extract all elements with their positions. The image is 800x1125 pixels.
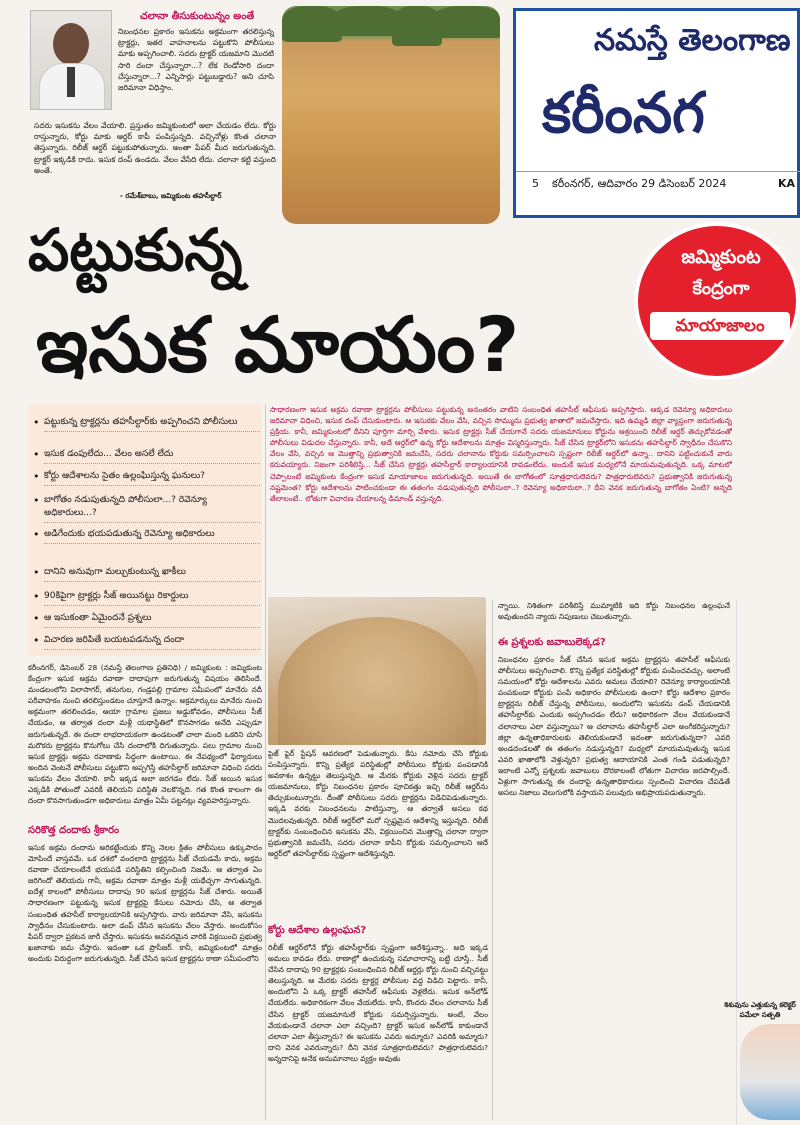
headline-line-2: ఇసుక మాయం? [36, 300, 520, 389]
quote-text: నిబంధనల ప్రకారం ఇసుకను అక్రమంగా తరలిస్తున్న ట్రాక్టర్లు, ఇతర వాహనాలను పట్టుకొని పోలీసులు మాకు అప్పగించాలి. సదరు ట్రాక్టర్ యజమాని మొదటి సారి దందా చేస్తున్నారా...? లేక రెండోసారి దందా చేస్తున్నారా...? ఎన్నిసార్లు పట్టుబడ్డారు? అని చూసి జరిమానా విధిస్తాం. [118, 27, 274, 93]
article-col3-top: న్నాయి. నిశితంగా పరిశీలిస్తే ముమ్మాటికి ఇది కోర్టు నిబంధనల ఉల్లంఘనే అవుతుందని న్యాయ నిపుణులు చెబుతున్నారు. [498, 601, 730, 622]
article-col1-body: ఇసుక అక్రమ దందాను అరికట్టేందుకు కొన్ని నెలల క్రితం పోలీసులు ఉక్కుపాదం మోపిందే వాస్తవమే. ఒక దశలో వందలాది ట్రాక్టర్లను సీజ్ చేయడమే కాదు, అక్రమ రవాణా చేయాలంటేనే భయపడే పరిస్థితిని కల్పించింది నిజమే. ఆ తర్వాత ఏం జరిగిందో తెలియదు గానీ, అక్రమ రవాణా మాత్రం మళ్లీ యథేచ్ఛగా సాగుతున్నది. ఐదేళ్ల కాలంలో పోలీసులు దాదాపు 90 ఇసుక ట్రాక్టర్లను సీజ్ చేశారు. అయితే సాధారణంగా పట్టుకున్న ఇసుక ట్రాక్టర్లపై కేసులు నమోదు చేసి, ఆ తర్వాత సంబంధిత తహసీల్ కార్యాలయానికి అప్పగిస్తారు. వారు జరిమానా వేసి, ఇసుకను స్వాధీనం చేసుకుంటారు. అలా డంప్‌ చేసిన ఇసుకను వేలం వేస్తారు. అందుకోసం పేపర్ ద్వారా ప్రకటన జారీ చేస్తారు. ఇసుకను అవసరమైన వారికి విక్రయించి ప్రభుత్వ ఖజానాకు జమ చేస్తారు. ఇదంతా ఒక ప్రొసీజర్. కానీ, జమ్మికుంటలో మాత్రం అందుకు విరుద్ధంగా జరుగుతున్నది. సీజ్ చేసిన ఇసుక ట్రాక్టర్లను ఠాణా సమీపంలోని [28, 843, 262, 963]
highlights-box [28, 404, 262, 656]
highlight-item: • కోర్టు ఆదేశాలను సైతం ఉల్లంఘిస్తున్న ఘనులు? [32, 470, 260, 483]
highlight-item: • పట్టుకున్న ట్రాక్టర్లను తహసీల్దార్‌కు అప్పగించని పోలీసులు [32, 416, 260, 429]
highlight-item: • ఆ ఇసుకంతా ఏమైందనే ప్రశ్నలు [32, 612, 260, 625]
sand-mound-photo [268, 597, 486, 745]
quote-signature: - రమేశ్‌బాబు, జమ్మికుంట తహసీల్దార్ [120, 192, 222, 200]
article-lead-wide: సాధారణంగా ఇసుక అక్రమ రవాణా ట్రాక్టర్లను పోలీసులు పట్టుకున్న అనంతరం వాటిని సంబంధిత తహసీల్ ఆఫీసుకు అప్పగిస్తారు. ఆక్కడ రెవెన్యూ అధికారులు జరిమానా విధించి, ఇసుక దంప్ చేసుకుంటారు. ఆ ఇసుకకు వేలం వేసి, వచ్చిన సొమ్మును ప్రభుత్వ ఖాతాలో జమచేస్తారు. ఇది ఉమ్మడి జిల్లా వ్యాప్తంగా జరుగుతున్న ప్రక్రియ. కానీ, జమ్మికుంటలో దీనిని పూర్తిగా మార్చి వేశారు. ఇసుక ట్రాక్టర్లు సీజ్ చేయగానే సదరు యజమానులు కోర్టును ఆశ్రయించి రిలీజ్ ఆర్డర్ తెచ్చుకోవడంతో పోలీసులు విడుదల చేస్తున్నారు. కానీ, అదే ఆర్డర్‌లో ఉన్న కోర్టు ఆదేశాలను మాత్రం విస్మరిస్తున్నారు. సీజ్ చేసిన ట్రాక్టర్‌లోని ఇసుకను తహసీల్దార్ స్వాధీనం చేసుకొని వేలం వేసి, వచ్చిన ఆ మొత్తాన్ని ప్రభుత్వానికి జమచేసి, సదరు చలానాను కోర్టుకు సమర్పించాలని స్పష్టంగా రిలీజ్ ఆర్డర్‌లో ఉన్నా.. దానిని పట్టించుకునే వారు కరువయ్యారు. నిజంగా పరిశీలిస్తే... సీజ్ చేసిన ట్రాక్టర్లు తహసీల్దార్ కార్యాలయానికి రావడంలేదు. అందుకే ఇసుక మధ్యలోనే మాయమవుతున్నది. ఒక్క మాటలో చెప్పాలంటే జమ్మికుంట కేంద్రంగా ఇసుక మాయాజాలం జరుగుతున్నది. అయితే ఈ బాగోతంలో సూత్రధారులెవరు? పాత్రధారులెవరు? ప్రభుత్వానికి జరుగుతున్న నష్టమెంత? కోర్టు ఆదేశాలను పాటించకుండా ఈ తతంగం నడుపుతున్నది పోలీసులా..? రెవెన్యూ అధికారులా..? దీని వెనక జరుగుతున్న బాగోతం ఏంటి? అన్నది తేలాలంటే.. లోతుగా విచారణ చేయాలన్న డిమాండ్ వస్తున్నది. [270, 405, 732, 503]
side-photo [740, 1024, 800, 1120]
article-col3-body: నిబంధనల ప్రకారం సీజ్ చేసిన ఇసుక అక్రమ ట్రాక్టర్లను తహసీల్ ఆఫీసుకు పోలీసులు అప్పగించాలి. కొన్ని ప్రత్యేక పరిస్థితుల్లో కోర్టుకు పంపించవచ్చు. అలాంటి సమయంలో కోర్టు ఆదేశాలను ఎవరు అమలు చేయాలి? రెవెన్యూ కార్యాలయానికి పంపకుండా కోర్టుకు పంపే అధికారం పోలీసులకు ఉందా? కోర్టు ఆదేశాల ప్రకారం ట్రాక్టర్లను రిలీజ్ చేస్తున్న పోలీసులు, అందులోని ఇసుకను డంప్ చేయడానికి తహసీల్దార్‌కు ఎందుకు అప్పగించడం లేదు? అధికారికంగా వేలం వేయకుండానే చలానాలు ఎలా వస్తున్నాయి? ఆ చలానాను తహసీల్దార్ ఎలా అంగీకరిస్తున్నారు? జిల్లా ఉన్నతాధికారులకు తెలియకుండానే ఇదంతా జరుగుతున్నదా? ఎవరి అండదండలతో ఈ తతంగం నడుస్తున్నది? మధ్యలో మాయమవుతున్న ఇసుక ఎవరి ఖాతాలోకి వెళ్తున్నది? ప్రభుత్వ ఆదాయానికి ఎంత గండి పడుతున్నది? ఇలాంటి ఎన్నో ప్రశ్నలకు జవాబులు దొరకాలంటే లోతుగా విచారణ జరపాల్సిందే. ఏళ్లుగా సాగుతున్న ఈ దందాపై ఉన్నతాధికారులు స్పందించి విచారణ చేపడితే అసలు నిజాలు వెలుగులోకి వస్తాయని పలువురు అభిప్రాయపడుతున్నారు. [498, 655, 730, 798]
edge-text: KA [778, 177, 796, 190]
page-number: 5 [532, 177, 539, 190]
quote-heading: చలానా తీసుకుంటున్నం అంతే [140, 11, 255, 22]
badge-line-3: మాయాజాలం [650, 312, 790, 340]
article-intro: కరీంనగర్, డిసెంబర్ 28 (నమస్తే తెలంగాణ ప్రతినిధి) / జమ్మికుంట : జమ్మికుంట కేంద్రంగా ఇసుక అక్రమ రవాణా దాదాపుగా జరుగుతున్న విషయం తెలిసిందే. మండలంలోని విలాసాగర్, తనుగుల, గండ్రపల్లి గ్రామాల సమీపంలో మానేరు నదీ పరీవాహకం నుంచి తరలిస్తుండటం చూస్తూనే ఉన్నాం. అక్రమార్కులు మానేరు నుంచి అక్రమంగా తరలించడం, ఆయా గ్రామాల ప్రజలు అడ్డుకోవడం, పోలీసులు సీజ్ చేయడం, ఆ తర్వాత దందా మళ్లీ యథాస్థితిలో కొనసాగడం అనేది ఎప్పుడూ జరుగుతున్నదే. ఈ దందా లాభదాయకంగా ఉండటంతో చాలా మంది ఒకరిని చూసి మరొకరు ట్రాక్టర్లను కొనుగోలు చేసి దందాలోకి దిగుతున్నారు. పలు గ్రామాల నుంచి ఇసుక ట్రాక్టర్లు అక్రమ రవాణాకు సిద్ధంగా ఉంటాయి. ఈ నేపథ్యంలో ఫిర్యాదులు అందిన వెంటనే పోలీసులు పట్టుకొని అప్పగిస్తే తహసీల్దార్ జరిమానా విధించి సదరు ఇసుకను వేలం వేయాలి. కానీ ఇక్కడ అలా జరగడం లేదు. సీజ్ అయిన ఇసుక ఎక్కడికి పోతుందో ఎవరికీ తెలియని పరిస్థితి నెలకొన్నది. గత కొంత కాలంగా ఈ దందా కొనసాగుతుండగా అధికారులు మాత్రం ఏమీ పట్టనట్లు వ్యవహరిస్తున్నారు. [28, 663, 262, 806]
dateline: కరీంనగర్, ఆదివారం 29 డిసెంబర్ 2024 [552, 177, 727, 190]
newspaper-name: నమస్తే తెలంగాణ [594, 23, 791, 58]
masthead [513, 8, 800, 218]
highlight-item: • ఇసుక డంపులేదు... వేలం అసలే లేదు [32, 448, 260, 461]
article-col2-mid: పైజ్ ఫైర్ స్టేషన్ ఆవరణలో పెడుతున్నారు. కేసు నమోదు చేసి కోర్టుకు పంపిస్తున్నారు. కొన్ని ప్రత్యేక పరిస్థితుల్లో పోలీసులు కోర్టుకు పంపడానికి అవకాశం ఉన్నట్టు తెలుస్తున్నది. ఆ మేరకు కోర్టుకు వెళ్లిన సదరు ట్రాక్టర్ యజమానులు, కోర్టు నిబంధనల ప్రకారం పూచికత్తు ఇచ్చి రిలీజ్ ఆర్డర్‌ను తెచ్చుకుంటున్నారు. దీంతో పోలీసులు సదరు ట్రాక్టర్లను విడిచిపెడుతున్నారు. ఇక్కడి వరకు నిబంధనలను పాటిస్తున్నా, ఆ తర్వాతే అసలు కథ మొదలవుతున్నది. రిలీజ్ ఆర్డర్‌లో మరో స్పష్టమైన ఆదేశాన్ని ఇస్తున్నది. రిలీజ్ ట్రాక్టర్‌కు సంబంధించిన ఇసుకను వేసి, విక్రయించిన మొత్తాన్ని చలానా ద్వారా ప్రభుత్వానికి జమచేసి, సదరు చలానా కాపీని కోర్టుకు సమర్పించాలని ఆదే ఆర్డర్‌లో తహసీల్దార్‌కు స్పష్టంగా ఆదేశిస్తున్నది. [268, 749, 488, 858]
sand-heap-photo [282, 6, 500, 224]
article-col2-bottom: రిలీజ్ ఆర్డర్‌లోనే కోర్టు తహసీల్దార్‌కు స్పష్టంగా ఆదేశిస్తున్నా.. అది ఇక్కడ అమలు కావడం లేదు. ఠాణాల్లో ఉంచుకున్న సమాచారాన్ని బట్టి చూస్తే.. సీజ్ చేసిన దాదాపు 90 ట్రాక్టర్లకు సంబంధించిన రిలీజ్ ఆర్డర్లు కోర్టు నుంచి వచ్చినట్టు తెలుస్తున్నది. ఆ మేరకు సదరు ట్రాక్టర్ల పోలీసుల వద్ద విడిచి పెట్టారు. కానీ, అందులోని ఏ ఒక్క ట్రాక్టర్ తహసీల్ ఆఫీసుకు వెళ్లలేదు. ఇసుక అన్‌లోడ్ చేయలేదు. అధికారికంగా వేలం వేయలేదు. కానీ, కొందరు వేలం చలానాను సీజ్ చేసిన ట్రాక్టర్ యజమానులే కోర్టుకు సమర్పిస్తున్నారు. అంటే, వేలం వేయకుండానే చలానా ఎలా వచ్చింది? ట్రాక్టర్ ఇసుక అన్‌లోడ్ కాకుండానే చలానా ఎలా తీస్తున్నారు? ఈ ఇసుకను ఎవరు అమ్మారు? ఎవరికి అమ్మారు? దాని వెనక ఎవరున్నారు? దీని వెనక సూత్రధారులెవరు? పాత్రధారులెవరు? అన్నదానిపై అనేక అనుమానాలు వ్యక్తం అవుతు [268, 943, 488, 1063]
highlight-item: • అడిగేందుకు భయపడుతున్న రెవెన్యూ అధికారులు [32, 528, 260, 541]
badge-line-1: జమ్మికుంట [681, 246, 761, 268]
edition-city: కరీంనగ [542, 81, 705, 146]
official-photo [30, 10, 112, 110]
highlight-item: • 90కిపైగా ట్రాక్టర్లు సీజ్ అయినట్టు రికార్డులు [32, 590, 260, 603]
subhead-court-violation: కోర్టు ఆదేశాల ఉల్లంఘన? [268, 925, 367, 936]
column-divider [492, 600, 493, 1120]
subhead-questions: ఈ ప్రశ్నలకు జవాబులెక్కడ? [498, 637, 606, 648]
badge-line-2: కేంద్రంగా [692, 278, 750, 299]
subhead-new-racket: సరికొత్త దందాకు శ్రీకారం [28, 825, 120, 836]
headline-line-1: పట్టుకున్న [28, 216, 243, 284]
red-badge [634, 222, 800, 380]
quote-text-continued: సదరు ఇసుకను వేలం వేయాలి. ప్రస్తుతం జమ్మికుంటలో అలా చేయడం లేదు. కోర్టు రాస్తున్నారు, కోర్టు మాకు ఆర్డర్ కాపీ పంపిస్తున్నది. వచ్చినోళ్లు కొంత చలానా తెస్తున్నారు. రిలీజ్ ఆర్డర్ పట్టుకుపోతున్నారు. అంతా పేపర్ మీద జరుగుతున్నది. ట్రాక్టర్ ఇక్కడికి రాదు. ఇసుక దంప్ ఉండదు. వేలం వేసేది లేదు. చలానా కట్టి వస్తుంది అంతే. [34, 121, 276, 175]
highlight-item: • బాగోతం నడుపుతున్నది పోలీసులా...? రెవెన్యూ అధికారులు...? [32, 494, 260, 520]
highlight-item: • దానిని అనువుగా మల్చుకుంటున్న ఖాకీలు [32, 566, 260, 579]
highlight-item: • విచారణ జరిపితే బయటపడనున్న దందా [32, 634, 260, 647]
side-photo-caption: శిశువును ఎత్తుకున్న కలెక్టర్ పమేలా సత్పతి [724, 1001, 796, 1019]
column-divider [265, 404, 266, 1120]
